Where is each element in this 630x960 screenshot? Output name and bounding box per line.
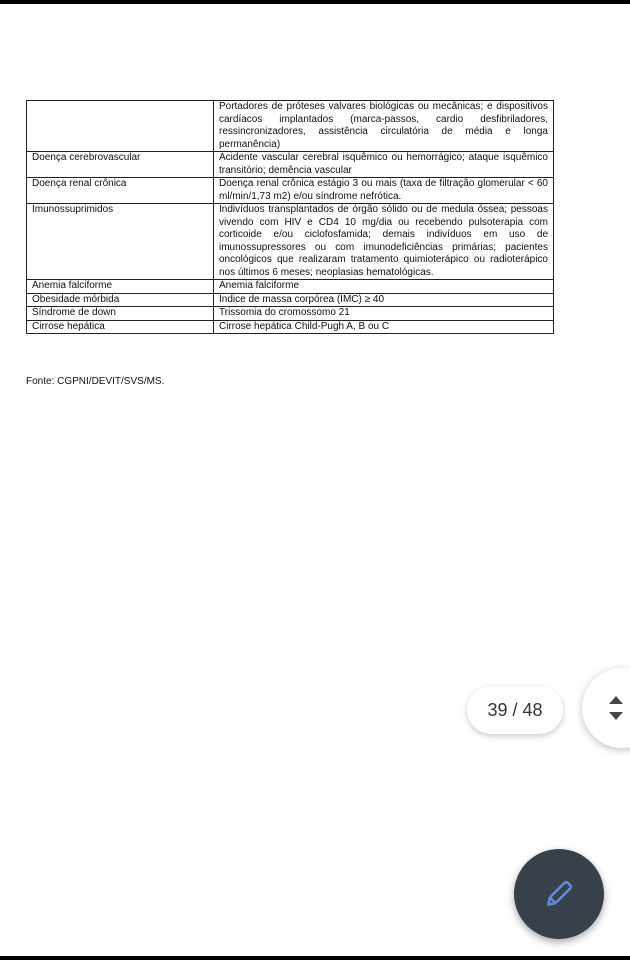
table-row	[27, 293, 554, 307]
comorbidity-table	[26, 100, 554, 334]
table-row	[27, 204, 554, 280]
table-cell-description: Cirrose hepática Child-Pugh A, B ou C	[214, 320, 554, 334]
edit-button[interactable]	[514, 849, 604, 939]
table-row	[27, 280, 554, 294]
table-row	[27, 307, 554, 321]
table-cell-condition: Imunossuprimidos	[27, 204, 214, 280]
table-row	[27, 178, 554, 204]
table-cell-condition: Cirrose hepática	[27, 320, 214, 334]
bottom-border	[0, 956, 630, 960]
table-cell-condition: Síndrome de down	[27, 307, 214, 321]
table-cell-condition: Doença renal crônica	[27, 178, 214, 204]
table-cell-condition: Obesidade mórbida	[27, 293, 214, 307]
table-cell-condition	[27, 101, 214, 152]
table-row	[27, 152, 554, 178]
table-cell-description: Doença renal crônica estágio 3 ou mais (taxa de filtração glomerular < 60 ml/min/1,73 m2) e/ou síndrome nefrótica.	[214, 178, 554, 204]
top-border	[0, 0, 630, 4]
table-row	[27, 101, 554, 152]
table-cell-condition: Anemia falciforme	[27, 280, 214, 294]
table-cell-description: Trissomia do cromossomo 21	[214, 307, 554, 321]
page-indicator: 39 / 48	[467, 686, 563, 734]
fast-scroll-handle[interactable]	[582, 668, 630, 748]
table-cell-description: Anemia falciforme	[214, 280, 554, 294]
table-cell-description: Acidente vascular cerebral isquêmico ou hemorrágico; ataque isquêmico transitório; demência vascular	[214, 152, 554, 178]
table-cell-description: Índice de massa corpórea (IMC) ≥ 40	[214, 293, 554, 307]
pencil-icon	[542, 877, 576, 911]
up-down-arrows-icon	[606, 692, 626, 724]
table-cell-description: Portadores de próteses valvares biológicas ou mecânicas; e dispositivos cardíacos implantados (marca-passos, cardio desfibriladores, ressincronizadores, assistência circulatória de média e longa permanência)	[214, 101, 554, 152]
table-cell-condition: Doença cerebrovascular	[27, 152, 214, 178]
table-row	[27, 320, 554, 334]
table-cell-description: Indivíduos transplantados de órgão sólido ou de medula óssea; pessoas vivendo com HIV e CD4 10 mg/dia ou recebendo pulsoterapia com corticoide e/ou ciclofosfamida; demais indivíduos em uso de imunossupressores ou com imunodeficiências primárias; pacientes oncológicos que realizaram tratamento quimioterápico ou radioterápico nos últimos 6 meses; neoplasias hematológicas.	[214, 204, 554, 280]
source-note: Fonte: CGPNI/DEVIT/SVS/MS.	[26, 376, 165, 387]
